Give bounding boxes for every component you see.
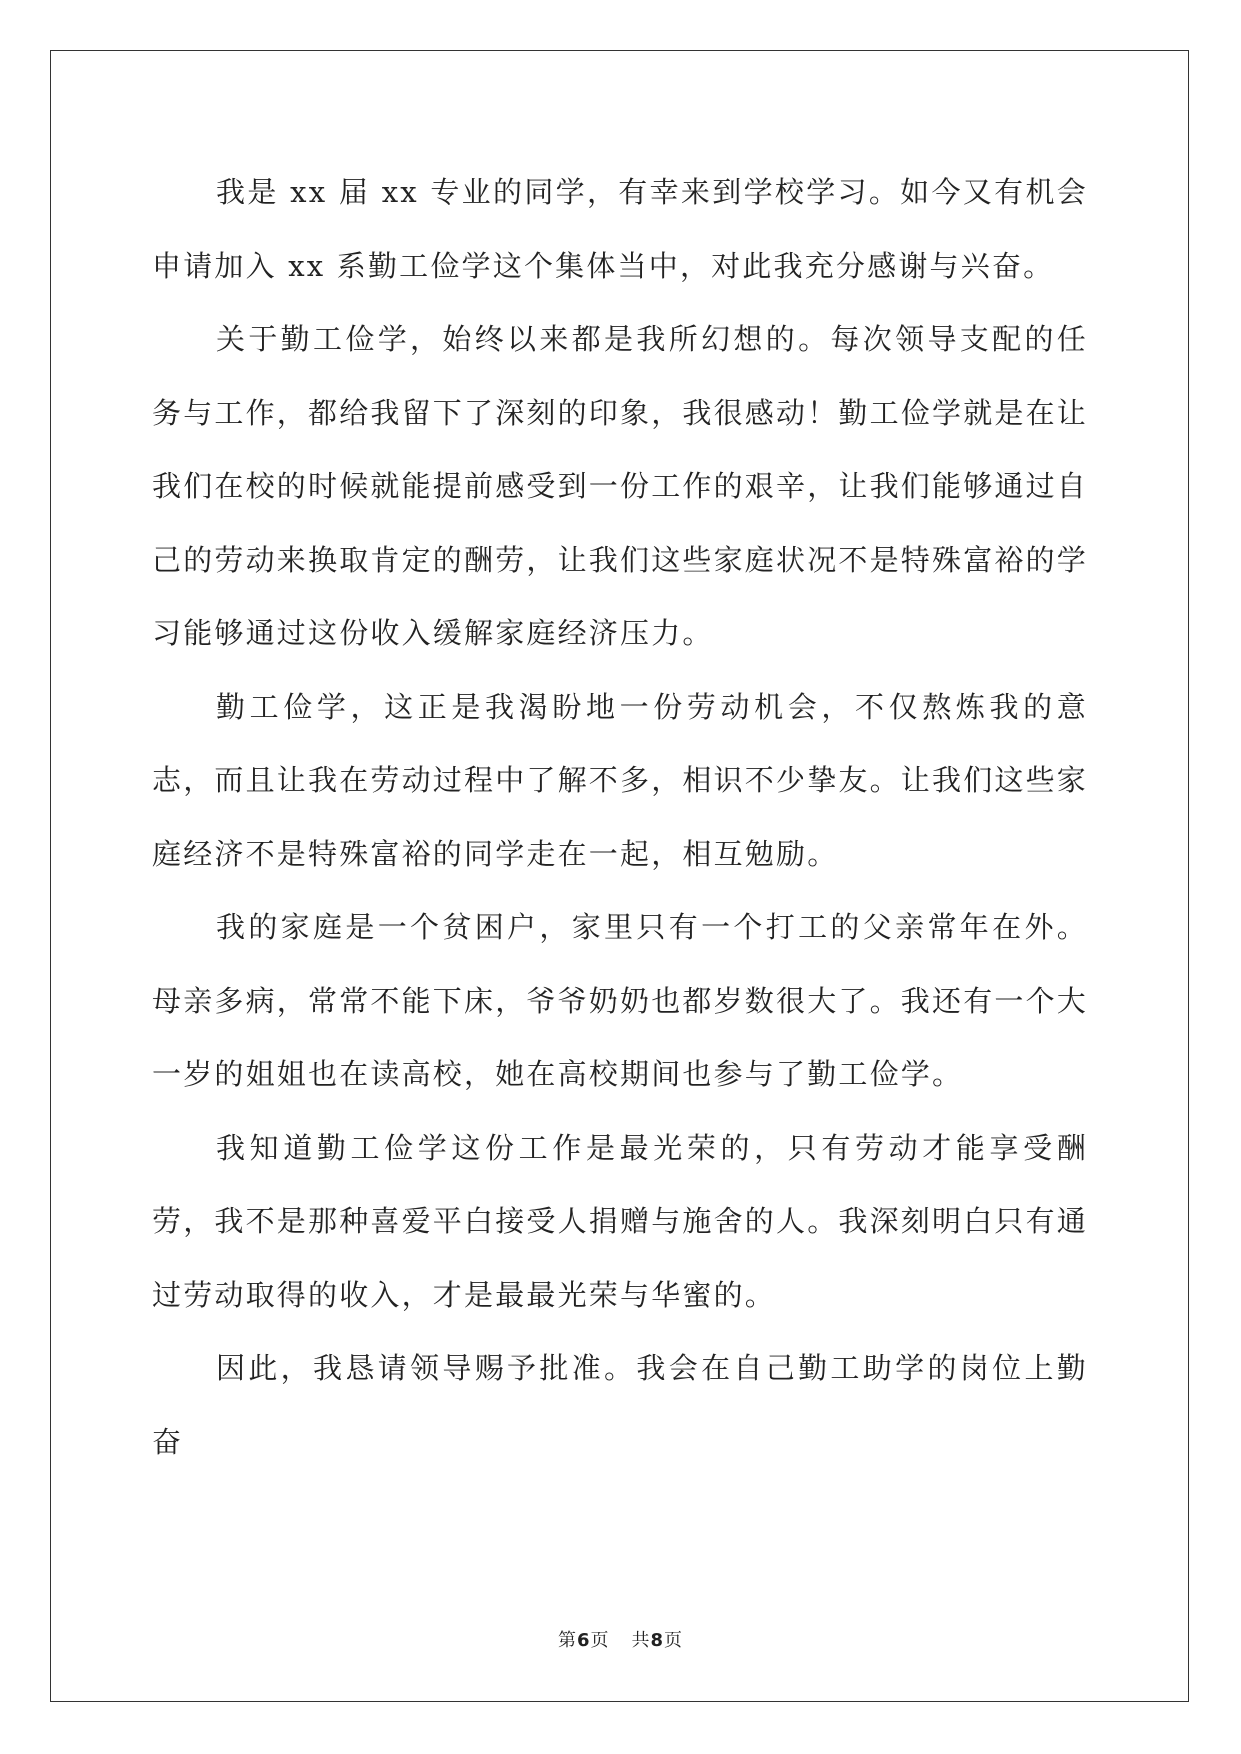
- paragraph-4: 我的家庭是一个贫困户，家里只有一个打工的父亲常年在外。母亲多病，常常不能下床，爷爷奶奶也都岁数很大了。我还有一个大一岁的姐姐也在读高校，她在高校期间也参与了勤工俭学。: [152, 910, 1089, 1091]
- paragraph-1: 我是 xx 届 xx 专业的同学，有幸来到学校学习。如今又有机会申请加入 xx 系勤工俭学这个集体当中，对此我充分感谢与兴奋。: [152, 175, 1088, 283]
- total-suffix: 页: [664, 1630, 684, 1651]
- document-body: [152, 156, 1088, 1479]
- total-prefix: 共: [631, 1630, 651, 1651]
- paragraph-5: 我知道勤工俭学这份工作是最光荣的，只有劳动才能享受酬劳，我不是那种喜爱平白接受人捐赠与施舍的人。我深刻明白只有通过劳动取得的收入，才是最最光荣与华蜜的。: [152, 1130, 1089, 1312]
- page-footer: [0, 1626, 1241, 1652]
- page-prefix: 第: [557, 1630, 577, 1651]
- page-current: 6: [576, 1630, 591, 1651]
- paragraph-2: 关于勤工俭学，始终以来都是我所幻想的。每次领导支配的任务与工作，都给我留下了深刻的印象，我很感动！勤工俭学就是在让我们在校的时候就能提前感受到一份工作的艰辛，让我们能够通过自己的劳动来换取肯定的酬劳，让我们这些家庭状况不是特殊富裕的学习能够通过这份收入缓解家庭经济压力。: [152, 322, 1089, 650]
- paragraph-3: 勤工俭学，这正是我渴盼地一份劳动机会，不仅熬炼我的意志，而且让我在劳动过程中了解不多，相识不少挚友。让我们这些家庭经济不是特殊富裕的同学走在一起，相互勉励。: [152, 689, 1089, 871]
- page-suffix: 页: [590, 1630, 610, 1651]
- paragraph-6: 因此，我恳请领导赐予批准。我会在自己勤工助学的岗位上勤奋: [152, 1351, 1088, 1459]
- page-total: 8: [650, 1630, 665, 1651]
